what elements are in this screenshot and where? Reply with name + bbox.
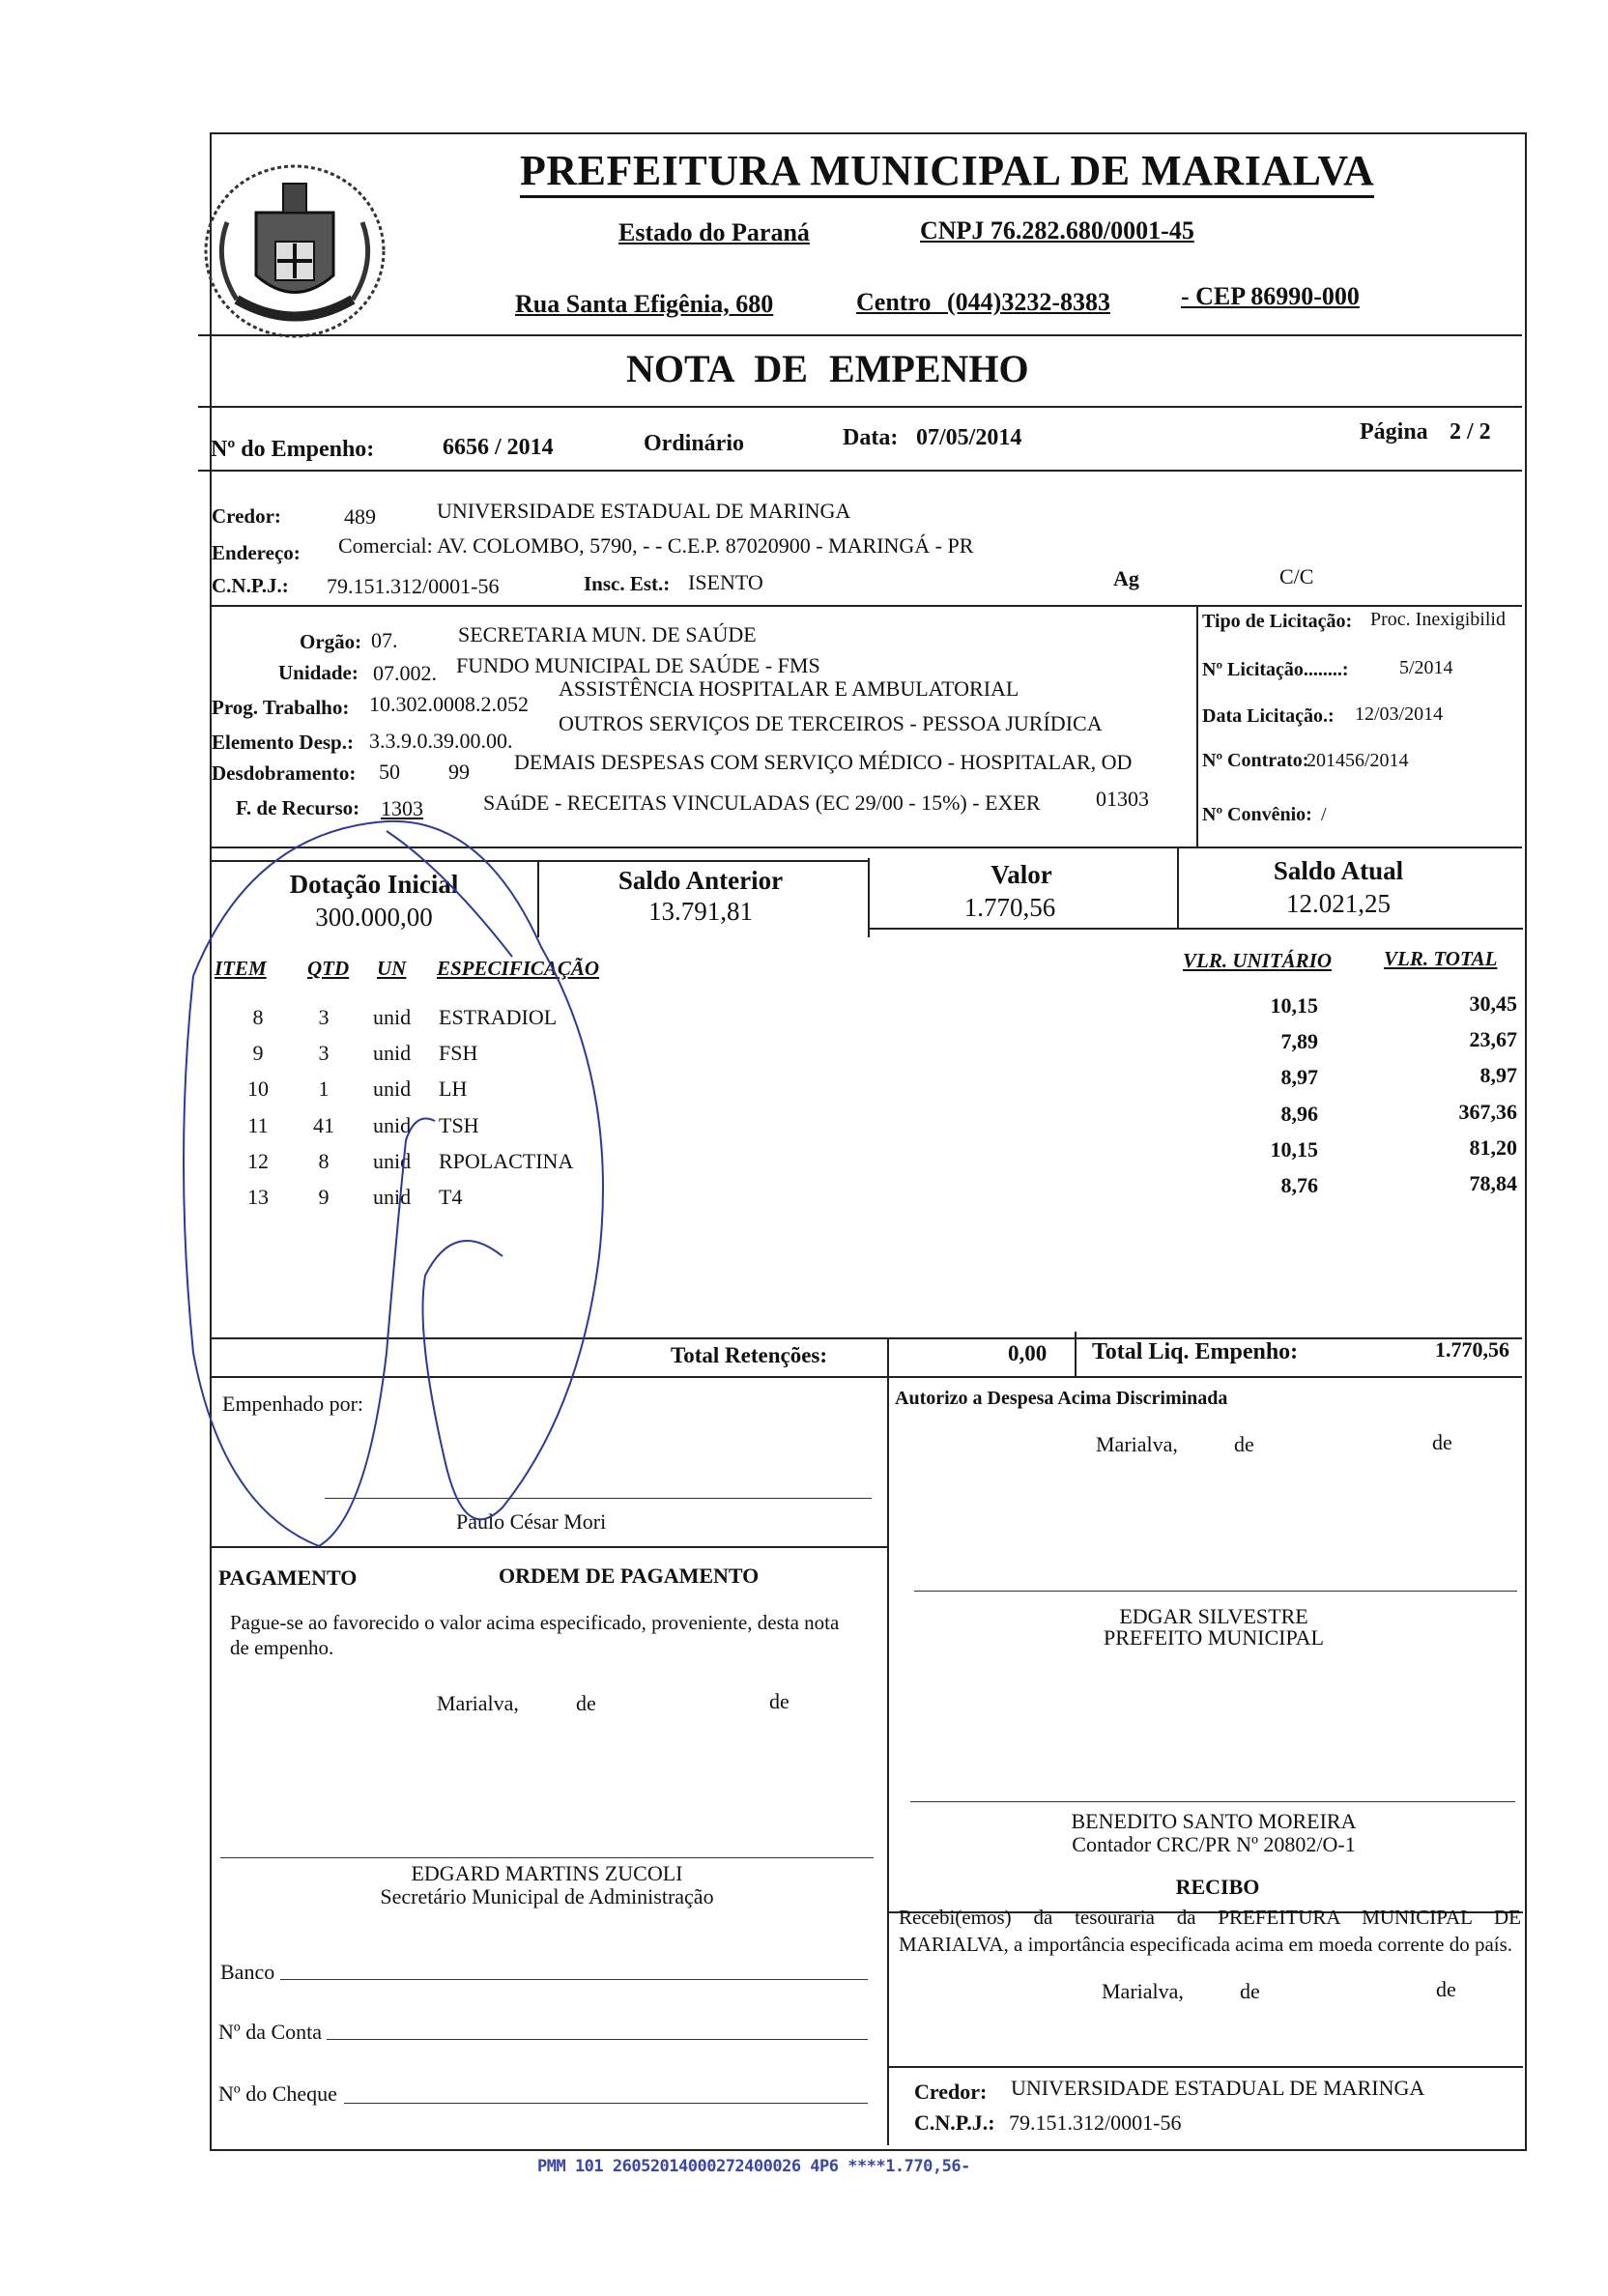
row-total: 78,84 xyxy=(1469,1171,1517,1195)
row-un: unid xyxy=(373,1185,412,1209)
row-total: 367,36 xyxy=(1458,1100,1517,1124)
row-spec: LH xyxy=(439,1076,468,1101)
row-unit-price: 7,89 xyxy=(1280,1029,1318,1053)
autorizo-de1: de xyxy=(1234,1432,1254,1456)
recibo-place: Marialva, xyxy=(1102,1979,1184,2003)
credor-name: UNIVERSIDADE ESTADUAL DE MARINGA xyxy=(437,499,851,523)
endereco-value: Comercial: AV. COLOMBO, 5790, - - C.E.P. 87020900 - MARINGÁ - PR xyxy=(338,533,974,558)
recurso-label: F. de Recurso: xyxy=(236,796,360,819)
saldo-atual-value: 12.021,25 xyxy=(1286,889,1391,918)
liq-value: 1.770,56 xyxy=(1435,1337,1509,1362)
footer-code: PMM 101 26052014000272400026 4P6 ****1.770,56- xyxy=(537,2157,970,2176)
retencoes-label: Total Retenções: xyxy=(671,1343,828,1367)
row-un: unid xyxy=(373,1149,412,1173)
conta-label: Nº da Conta xyxy=(218,2020,323,2044)
state-name: Estado do Paraná xyxy=(618,218,810,246)
autorizo-signer-role: PREFEITO MUNICIPAL xyxy=(1104,1625,1324,1650)
row-item: 13 xyxy=(247,1185,269,1209)
licitacao-num-label: Nº Licitação........: xyxy=(1202,659,1349,680)
empenho-date-label: Data: xyxy=(843,425,899,450)
autorizo-label: Autorizo a Despesa Acima Discriminada xyxy=(895,1388,1228,1409)
col-total: VLR. TOTAL xyxy=(1384,947,1498,970)
row-qtd: 3 xyxy=(318,1005,330,1029)
row-un: unid xyxy=(373,1113,412,1137)
prefeitura-title: PREFEITURA MUNICIPAL DE MARIALVA xyxy=(520,147,1374,198)
col-item: ITEM xyxy=(215,957,267,980)
row-item: 11 xyxy=(247,1113,269,1137)
row-spec: TSH xyxy=(439,1113,479,1137)
pagamento-de1: de xyxy=(576,1691,596,1715)
empenho-number-label: Nº do Empenho: xyxy=(211,437,375,462)
row-unit-price: 8,96 xyxy=(1280,1102,1318,1126)
dotacao-label: Dotação Inicial xyxy=(289,870,459,899)
unidade-code: 07.002. xyxy=(373,661,437,685)
row-total: 8,97 xyxy=(1479,1063,1517,1087)
header-cep: - CEP 86990-000 xyxy=(1181,282,1360,310)
recibo-cnpj-label: C.N.P.J.: xyxy=(914,2110,995,2135)
row-item: 12 xyxy=(247,1149,269,1173)
row-qtd: 41 xyxy=(313,1113,334,1137)
pagamento-text: Pague-se ao favorecido o valor acima especificado, proveniente, desta nota de empenho. xyxy=(230,1611,840,1659)
row-unit-price: 8,76 xyxy=(1280,1173,1318,1197)
row-un: unid xyxy=(373,1005,412,1029)
saldo-anterior-label: Saldo Anterior xyxy=(617,866,784,895)
row-qtd: 9 xyxy=(318,1185,330,1209)
retencoes-value: 0,00 xyxy=(1008,1341,1048,1365)
recurso-name: SAúDE - RECEITAS VINCULADAS (EC 29/00 - 15%) - EXER xyxy=(483,790,1041,815)
prog-name: ASSISTÊNCIA HOSPITALAR E AMBULATORIAL xyxy=(559,676,1019,701)
recibo-de2: de xyxy=(1436,1977,1456,2001)
licitacao-num-value: 5/2014 xyxy=(1399,657,1453,678)
dotacao-value: 300.000,00 xyxy=(315,903,433,932)
contrato-value: 201456/2014 xyxy=(1306,750,1409,771)
contador-role: Contador CRC/PR Nº 20802/O-1 xyxy=(1072,1832,1356,1856)
col-un: UN xyxy=(377,957,407,980)
row-item: 10 xyxy=(247,1076,269,1101)
contador-name: BENEDITO SANTO MOREIRA xyxy=(1071,1809,1357,1833)
recibo-credor-value: UNIVERSIDADE ESTADUAL DE MARINGA xyxy=(1011,2076,1425,2100)
desdob-code1: 50 xyxy=(379,760,400,784)
licitacao-data-label: Data Licitação.: xyxy=(1202,705,1335,727)
endereco-label: Endereço: xyxy=(212,541,301,564)
row-spec: FSH xyxy=(439,1041,478,1065)
pagamento-place: Marialva, xyxy=(437,1691,519,1715)
cnpj-label: C.N.P.J.: xyxy=(212,574,289,597)
elem-name: OUTROS SERVIÇOS DE TERCEIROS - PESSOA JURÍDICA xyxy=(559,711,1103,735)
prog-code: 10.302.0008.2.052 xyxy=(369,692,529,716)
saldo-anterior-value: 13.791,81 xyxy=(648,897,753,926)
insc-value: ISENTO xyxy=(688,570,763,594)
insc-label: Insc. Est.: xyxy=(584,572,671,595)
row-total: 23,67 xyxy=(1469,1027,1517,1051)
ag-label: Ag xyxy=(1113,566,1139,590)
ordem-label: ORDEM DE PAGAMENTO xyxy=(499,1564,760,1588)
page-label: Página xyxy=(1360,419,1428,445)
header-cnpj: CNPJ 76.282.680/0001-45 xyxy=(920,216,1194,244)
row-total: 81,20 xyxy=(1469,1135,1517,1160)
liq-label: Total Liq. Empenho: xyxy=(1092,1339,1299,1364)
empenho-number: 6656 / 2014 xyxy=(443,435,554,460)
prog-label: Prog. Trabalho: xyxy=(212,696,350,719)
valor-value: 1.770,56 xyxy=(963,893,1056,922)
convenio-value: / xyxy=(1321,804,1327,825)
credor-label: Credor: xyxy=(212,504,281,528)
empenhado-label: Empenhado por: xyxy=(222,1392,364,1416)
elem-label: Elemento Desp.: xyxy=(212,731,354,754)
row-spec: RPOLACTINA xyxy=(439,1149,574,1173)
desdob-name: DEMAIS DESPESAS COM SERVIÇO MÉDICO - HOSPITALAR, OD xyxy=(514,750,1133,774)
header-district-phone: Centro (044)3232-8383 xyxy=(856,288,1110,316)
autorizo-de2: de xyxy=(1432,1430,1452,1454)
empenho-type: Ordinário xyxy=(644,431,745,456)
unidade-label: Unidade: xyxy=(278,661,359,684)
recibo-cnpj-value: 79.151.312/0001-56 xyxy=(1009,2110,1182,2135)
credor-code: 489 xyxy=(344,504,376,529)
col-qtd: QTD xyxy=(307,957,350,980)
orgao-label: Orgão: xyxy=(300,630,362,653)
recibo-title: RECIBO xyxy=(1175,1875,1260,1899)
pagamento-signer-name: EDGARD MARTINS ZUCOLI xyxy=(411,1861,683,1885)
recurso-code: 1303 xyxy=(381,796,423,820)
elem-code: 3.3.9.0.39.00.00. xyxy=(369,729,513,753)
row-spec: T4 xyxy=(439,1185,463,1209)
row-qtd: 1 xyxy=(318,1076,330,1101)
valor-label: Valor xyxy=(991,860,1052,889)
row-item: 9 xyxy=(252,1041,264,1065)
convenio-label: Nº Convênio: xyxy=(1202,804,1312,825)
row-qtd: 3 xyxy=(318,1041,330,1065)
pagamento-label: PAGAMENTO xyxy=(218,1565,358,1590)
cc-label: C/C xyxy=(1279,564,1314,588)
recibo-de1: de xyxy=(1240,1979,1260,2003)
row-qtd: 8 xyxy=(318,1149,330,1173)
row-total: 30,45 xyxy=(1469,991,1517,1016)
tipo-licitacao-value: Proc. Inexigibilid xyxy=(1370,609,1506,630)
col-spec: ESPECIFICAÇÃO xyxy=(437,957,600,980)
row-unit-price: 10,15 xyxy=(1270,993,1318,1018)
saldo-atual-label: Saldo Atual xyxy=(1273,856,1404,885)
row-unit-price: 10,15 xyxy=(1270,1137,1318,1162)
licitacao-data-value: 12/03/2014 xyxy=(1355,703,1444,725)
page-number: 2 / 2 xyxy=(1450,419,1491,445)
cnpj-value: 79.151.312/0001-56 xyxy=(327,574,500,598)
autorizo-place: Marialva, xyxy=(1096,1432,1178,1456)
empenhado-signer: Paulo César Mori xyxy=(456,1509,607,1534)
banco-label: Banco xyxy=(220,1960,275,1984)
desdob-label: Desdobramento: xyxy=(212,761,357,785)
cheque-label: Nº do Cheque xyxy=(218,2081,337,2106)
row-un: unid xyxy=(373,1041,412,1065)
orgao-code: 07. xyxy=(371,628,398,652)
orgao-name: SECRETARIA MUN. DE SAÚDE xyxy=(458,622,757,646)
autorizo-signer-name: EDGAR SILVESTRE xyxy=(1119,1604,1308,1628)
desdob-code2: 99 xyxy=(448,760,470,784)
contrato-label: Nº Contrato: xyxy=(1202,750,1309,771)
col-unit-price: VLR. UNITÁRIO xyxy=(1183,949,1333,972)
header-street: Rua Santa Efigênia, 680 xyxy=(515,290,774,318)
pagamento-signer-role: Secretário Municipal de Administração xyxy=(380,1884,714,1909)
unidade-name: FUNDO MUNICIPAL DE SAÚDE - FMS xyxy=(456,653,820,677)
row-item: 8 xyxy=(252,1005,264,1029)
recurso-code2: 01303 xyxy=(1096,787,1149,811)
pagamento-de2: de xyxy=(769,1689,790,1713)
row-unit-price: 8,97 xyxy=(1280,1065,1318,1089)
row-spec: ESTRADIOL xyxy=(439,1005,558,1029)
recibo-text: Recebi(emos) da tesouraria da PREFEITURA MUNICIPAL DE MARIALVA, a importância especificada acima em moeda corrente do país. xyxy=(899,1906,1521,1956)
recibo-credor-label: Credor: xyxy=(914,2080,988,2104)
empenho-date: 07/05/2014 xyxy=(916,425,1022,450)
doc-title: NOTA DE EMPENHO xyxy=(626,347,1029,390)
tipo-licitacao-label: Tipo de Licitação: xyxy=(1202,611,1353,632)
row-un: unid xyxy=(373,1076,412,1101)
